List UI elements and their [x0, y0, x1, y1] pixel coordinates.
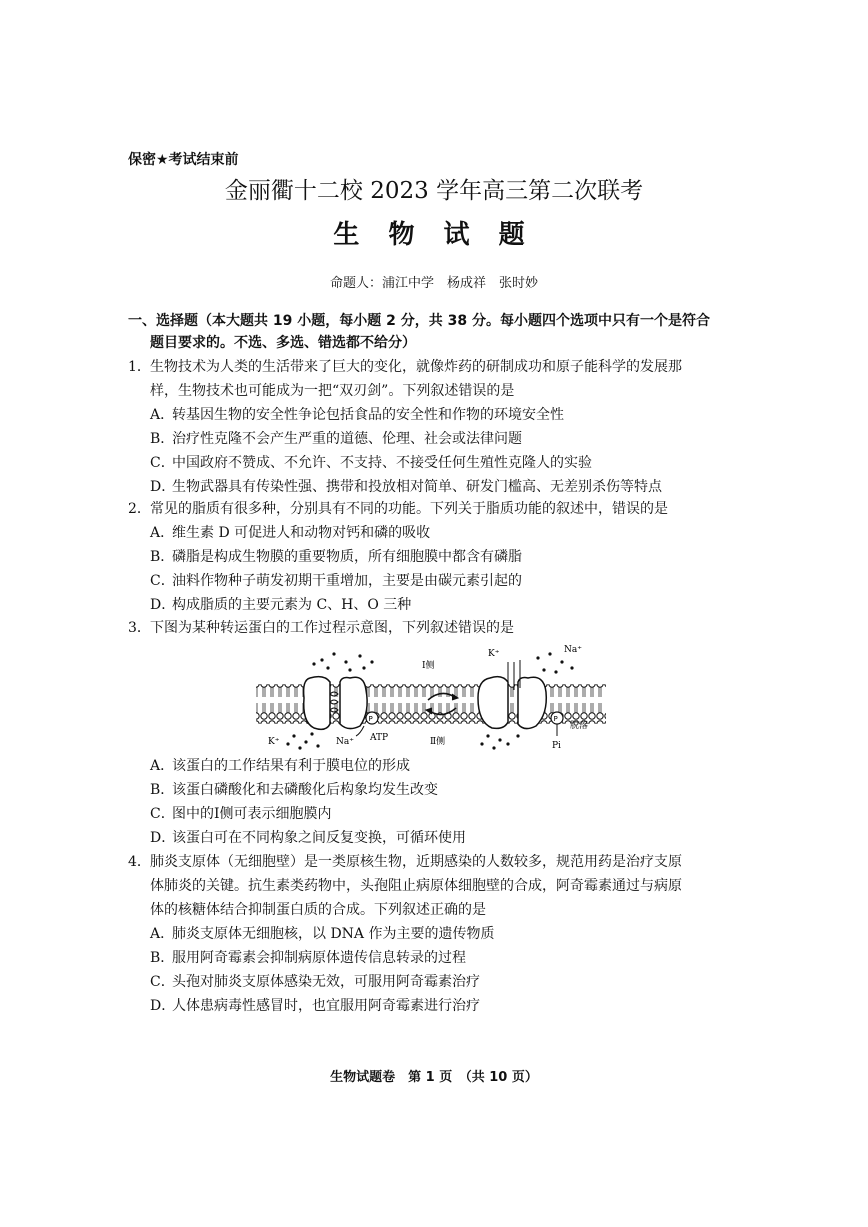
- stem-line: 生物技术为人类的生活带来了巨大的变化，就像炸药的研制成功和原子能科学的发展那: [150, 359, 682, 375]
- option-text: 维生素 D 可促进人和动物对钙和磷的吸收: [172, 525, 431, 541]
- option-letter: D．: [150, 597, 176, 613]
- page-footer: 生物试题卷 第 1 页 （共 10 页）: [330, 1070, 538, 1085]
- option-letter: B．: [150, 431, 175, 447]
- option-letter: C．: [150, 573, 175, 589]
- question-number: 3．: [128, 620, 151, 636]
- option-letter: A．: [150, 758, 175, 774]
- option-text: 该蛋白的工作结果有利于膜电位的形成: [172, 758, 410, 774]
- option-letter: A．: [150, 525, 175, 541]
- option-letter: B．: [150, 782, 175, 798]
- authors-line: 命题人：浦江中学 杨成祥 张时妙: [329, 276, 538, 291]
- question-number: 4．: [128, 854, 151, 870]
- side-2-label: Ⅱ侧: [430, 737, 446, 747]
- option-letter: B．: [150, 549, 175, 565]
- option-c: [128, 802, 748, 826]
- question-stem: [128, 616, 748, 640]
- option-text: 服用阿奇霉素会抑制病原体遗传信息转录的过程: [172, 950, 466, 966]
- phosphate-label-right: P: [553, 715, 558, 723]
- stem-line: 体的核糖体结合抑制蛋白质的合成。下列叙述正确的是: [150, 902, 486, 918]
- option-text: 该蛋白磷酸化和去磷酸化后构象均发生改变: [172, 782, 438, 798]
- question-stem: [128, 355, 748, 379]
- option-letter: A．: [150, 407, 175, 423]
- question-number: 1．: [128, 359, 151, 375]
- option-letter: D．: [150, 998, 176, 1014]
- subject-title: 生 物 试 题: [333, 220, 535, 250]
- question-2: [128, 497, 748, 617]
- option-text: 转基因生物的安全性争论包括食品的安全性和作物的环境安全性: [172, 407, 564, 423]
- option-d: [128, 994, 748, 1018]
- option-text: 头孢对肺炎支原体感染无效，可服用阿奇霉素治疗: [172, 974, 480, 990]
- atp-label: ATP: [370, 733, 389, 743]
- na-ion-label-right: Na⁺: [564, 645, 582, 655]
- option-d: [128, 475, 748, 499]
- k-ion-label-left: K⁺: [268, 737, 280, 747]
- option-letter: A．: [150, 926, 175, 942]
- question-3: [128, 616, 748, 640]
- option-b: [128, 545, 748, 569]
- option-letter: B．: [150, 950, 175, 966]
- question-stem: [128, 850, 748, 874]
- option-text: 中国政府不赞成、不允许、不支持、不接受任何生殖性克隆人的实验: [172, 455, 592, 471]
- option-text: 磷脂是构成生物膜的重要物质，所有细胞膜中都含有磷脂: [172, 549, 522, 565]
- stem-line: 样，生物技术也可能成为一把“双刃剑”。下列叙述错误的是: [150, 383, 515, 399]
- phosphate-label-left: P: [368, 715, 373, 723]
- option-a: [128, 922, 748, 946]
- section-line-2: 题目要求的。不选、多选、错选都不给分）: [150, 335, 416, 351]
- option-c: [128, 451, 748, 475]
- k-ion-label-right: K⁺: [488, 649, 500, 659]
- option-b: [128, 427, 748, 451]
- option-text: 该蛋白可在不同构象之间反复变换，可循环使用: [172, 830, 466, 846]
- option-text: 生物武器具有传染性强、携带和投放相对简单、研发门槛高、无差别杀伤等特点: [172, 479, 662, 495]
- confidential-label: 保密★考试结束前: [128, 152, 239, 168]
- option-d: [128, 593, 748, 617]
- stem-line: 体肺炎的关键。抗生素类药物中，头孢阻止病原体细胞壁的合成，阿奇霉素通过与病原: [150, 878, 682, 894]
- question-3-options: [128, 754, 748, 850]
- stem-line: 肺炎支原体（无细胞壁）是一类原核生物，近期感染的人数较多，规范用药是治疗支原: [150, 854, 682, 870]
- na-ion-label-left: Na⁺: [336, 737, 354, 747]
- option-letter: C．: [150, 455, 175, 471]
- option-text: 肺炎支原体无细胞核，以 DNA 作为主要的遗传物质: [172, 926, 495, 942]
- option-b: [128, 946, 748, 970]
- stem-line: 常见的脂质有很多种，分别具有不同的功能。下列关于脂质功能的叙述中，错误的是: [150, 501, 668, 517]
- option-d: [128, 826, 748, 850]
- option-text: 油料作物种子萌发初期干重增加，主要是由碳元素引起的: [172, 573, 522, 589]
- option-b: [128, 778, 748, 802]
- stem-line: 下图为某种转运蛋白的工作过程示意图，下列叙述错误的是: [150, 620, 514, 636]
- option-c: [128, 970, 748, 994]
- option-letter: C．: [150, 974, 175, 990]
- section-line-1: 一、选择题（本大题共 19 小题，每小题 2 分，共 38 分。每小题四个选项中只有一个是符合: [128, 313, 710, 329]
- option-a: [128, 521, 748, 545]
- transport-protein-figure: [252, 640, 612, 752]
- option-a: [128, 754, 748, 778]
- option-text: 图中的Ⅰ侧可表示细胞膜内: [172, 806, 332, 822]
- option-text: 人体患病毒性感冒时，也宜服用阿奇霉素进行治疗: [172, 998, 480, 1014]
- question-1: [128, 355, 748, 499]
- option-a: [128, 403, 748, 427]
- option-letter: D．: [150, 830, 176, 846]
- question-stem: [128, 497, 748, 521]
- side-1-label: Ⅰ侧: [422, 661, 435, 671]
- section-heading: [128, 310, 748, 354]
- option-text: 构成脂质的主要元素为 C、H、O 三种: [172, 597, 412, 613]
- question-number: 2．: [128, 501, 151, 517]
- option-c: [128, 569, 748, 593]
- question-4: [128, 850, 748, 1018]
- option-letter: D．: [150, 479, 176, 495]
- detach-label: 脱落: [570, 721, 589, 731]
- exam-title: 金丽衢十二校 2023 学年高三第二次联考: [224, 178, 644, 204]
- option-letter: C．: [150, 806, 175, 822]
- pi-label: Pi: [552, 741, 561, 751]
- option-text: 治疗性克隆不会产生严重的道德、伦理、社会或法律问题: [172, 431, 522, 447]
